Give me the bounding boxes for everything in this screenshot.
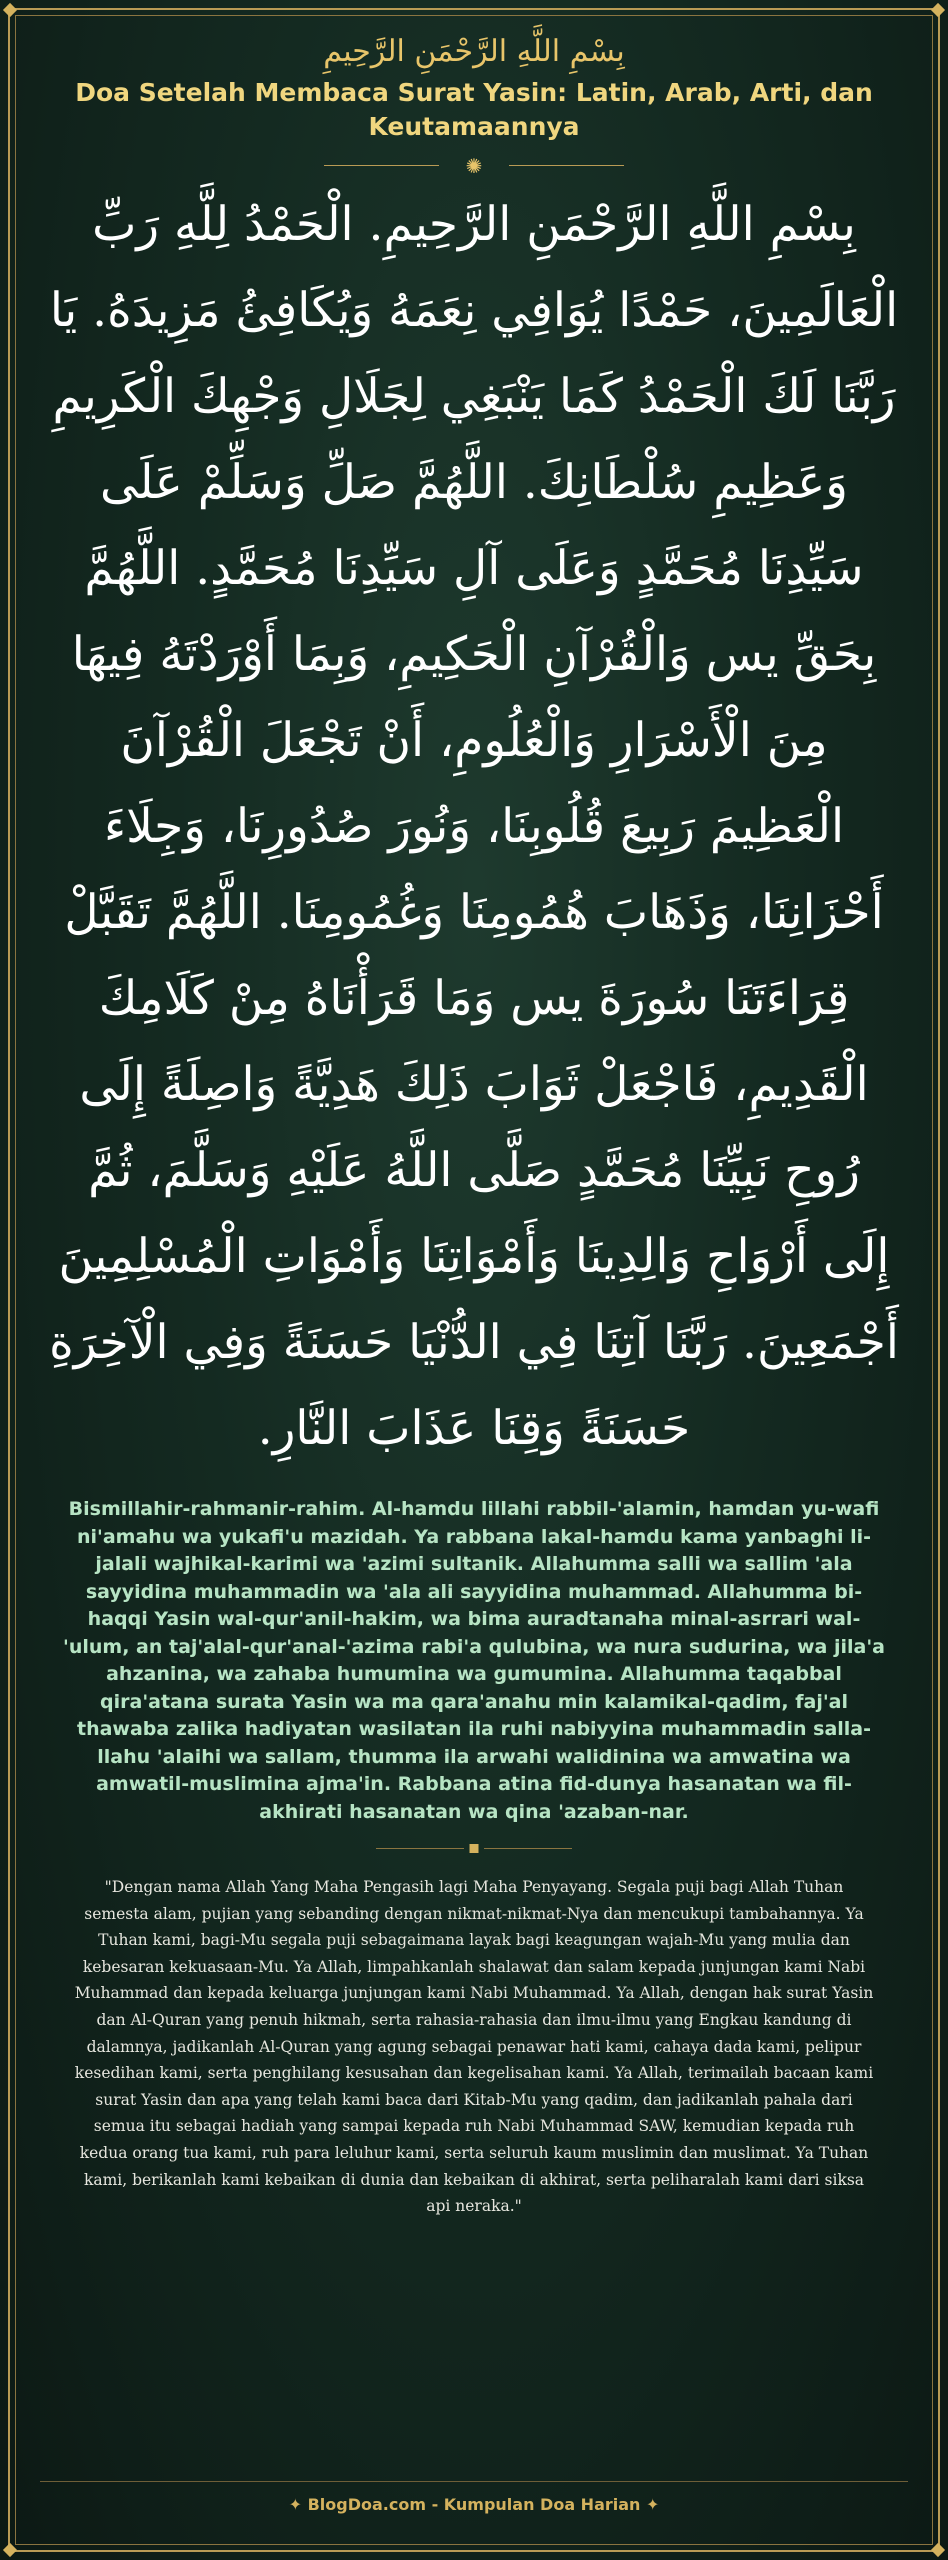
divider-line-left [324, 165, 439, 166]
divider-line-left [376, 1848, 464, 1849]
footer-credit: ✦ BlogDoa.com - Kumpulan Doa Harian ✦ [288, 2495, 660, 2514]
latin-transliteration: Bismillahir-rahmanir-rahim. Al-hamdu lillahi rabbil-'alamin, hamdan yu-wafi ni'amahu wa yukafi'u mazidah. Ya rabbana lakal-hamdu kama yanbaghi li-jalali wajhikal-karimi wa 'azimi sultanik. Allahumma salli wa sallim 'ala sayyidina muhammadin wa 'ala ali sayyidina muhammad. Allahumma bi-haqqi Yasin wal-qur'anil-hakim, wa bima auradtanaha minal-asrrari wal-'ulum, an taj'alal-qur'anal-'azima rabi'a qulubina, wa nura sudurina, wa jila'a ahzanina, wa zahaba humumina wa gumumina. Allahumma taqabbal qira'atana surata Yasin wa ma qara'anahu min kalamikal-qadim, faj'al thawaba zalika hadiyatan wasilatan ila ruhi nabiyyina muhammadin salla-llahu 'alaihi wa sallam, thumma ila arwahi walidinina wa amwatina wa amwatil-muslimina ajma'in. Rabbana atina fid-dunya hasanatan wa fil-akhirati hasanatan wa qina 'azaban-nar. [63, 1498, 885, 1823]
bismillah-heading: بِسْمِ اللَّهِ الرَّحْمَنِ الرَّحِيمِ [323, 34, 625, 69]
main-content [40, 28, 908, 2220]
arabic-doa-text: بِسْمِ اللَّهِ الرَّحْمَنِ الرَّحِيمِ. الْحَمْدُ لِلَّهِ رَبِّ الْعَالَمِينَ، حَمْدًا يُوَافِي نِعَمَهُ وَيُكَافِئُ مَزِيدَهُ. يَا رَبَّنَا لَكَ الْحَمْدُ كَمَا يَنْبَغِي لِجَلَالِ وَجْهِكَ الْكَرِيمِ وَعَظِيمِ سُلْطَانِكَ. اللَّهُمَّ صَلِّ وَسَلِّمْ عَلَى سَيِّدِنَا مُحَمَّدٍ وَعَلَى آلِ سَيِّدِنَا مُحَمَّدٍ. اللَّهُمَّ بِحَقِّ يس وَالْقُرْآنِ الْحَكِيمِ، وَبِمَا أَوْرَدْتَهُ فِيهَا مِنَ الْأَسْرَارِ وَالْعُلُومِ، أَنْ تَجْعَلَ الْقُرْآنَ الْعَظِيمَ رَبِيعَ قُلُوبِنَا، وَنُورَ صُدُورِنَا، وَجِلَاءَ أَحْزَانِنَا، وَذَهَابَ هُمُومِنَا وَغُمُومِنَا. اللَّهُمَّ تَقَبَّلْ قِرَاءَتَنَا سُورَةَ يس وَمَا قَرَأْنَاهُ مِنْ كَلَامِكَ الْقَدِيمِ، فَاجْعَلْ ثَوَابَ ذَلِكَ هَدِيَّةً وَاصِلَةً إِلَى رُوحِ نَبِيِّنَا مُحَمَّدٍ صَلَّى اللَّهُ عَلَيْهِ وَسَلَّمَ، ثُمَّ إِلَى أَرْوَاحِ وَالِدِينَا وَأَمْوَاتِنَا وَأَمْوَاتِ الْمُسْلِمِينَ أَجْمَعِينَ. رَبَّنَا آتِنَا فِي الدُّنْيَا حَسَنَةً وَفِي الْآخِرَةِ حَسَنَةً وَقِنَا عَذَابَ النَّارِ. [49, 197, 899, 1456]
section-divider [376, 1840, 572, 1858]
divider-line-right [484, 1848, 572, 1849]
translation-text: "Dengan nama Allah Yang Maha Pengasih lagi Maha Penyayang. Segala puji bagi Allah Tuhan semesta alam, pujian yang sebanding dengan nikmat-nikmat-Nya dan mencukupi tambahannya. Ya Tuhan kami, bagi-Mu segala puji sebagaimana layak bagi keagungan wajah-Mu yang mulia dan kebesaran kekuasaan-Mu. Ya Allah, limpahkanlah shalawat dan salam kepada junjungan kami Nabi Muhammad dan kepada keluarga junjungan kami Nabi Muhammad. Ya Allah, dengan hak surat Yasin dan Al-Quran yang penuh hikmah, serta rahasia-rahasia dan ilmu-ilmu yang Engkau kandung di dalamnya, jadikanlah Al-Quran yang agung sebagai penawar hati kami, cahaya dada kami, pelipur kesedihan kami, serta penghilang kesusahan dan kegelisahan kami. Ya Allah, terimailah bacaan kami surat Yasin dan apa yang telah kami baca dari Kitab-Mu yang qadim, dan jadikanlah pahala dari semua itu sebagai hadiah yang sampai kepada ruh Nabi Muhammad SAW, kemudian kepada ruh kedua orang tua kami, ruh para leluhur kami, serta seluruh kaum muslimin dan muslimat. Ya Tuhan kami, berikanlah kami kebaikan di dunia dan kebaikan di akhirat, serta peliharalah kami dari siksa api neraka." [74, 1878, 874, 2216]
sunburst-icon: ✺ [465, 154, 483, 178]
footer-divider [40, 2481, 908, 2482]
diamond-icon [470, 1844, 479, 1853]
page-title: Doa Setelah Membaca Surat Yasin: Latin, Arab, Arti, dan Keutamaannya [75, 78, 873, 141]
title-divider [324, 154, 624, 178]
divider-line-right [509, 165, 624, 166]
